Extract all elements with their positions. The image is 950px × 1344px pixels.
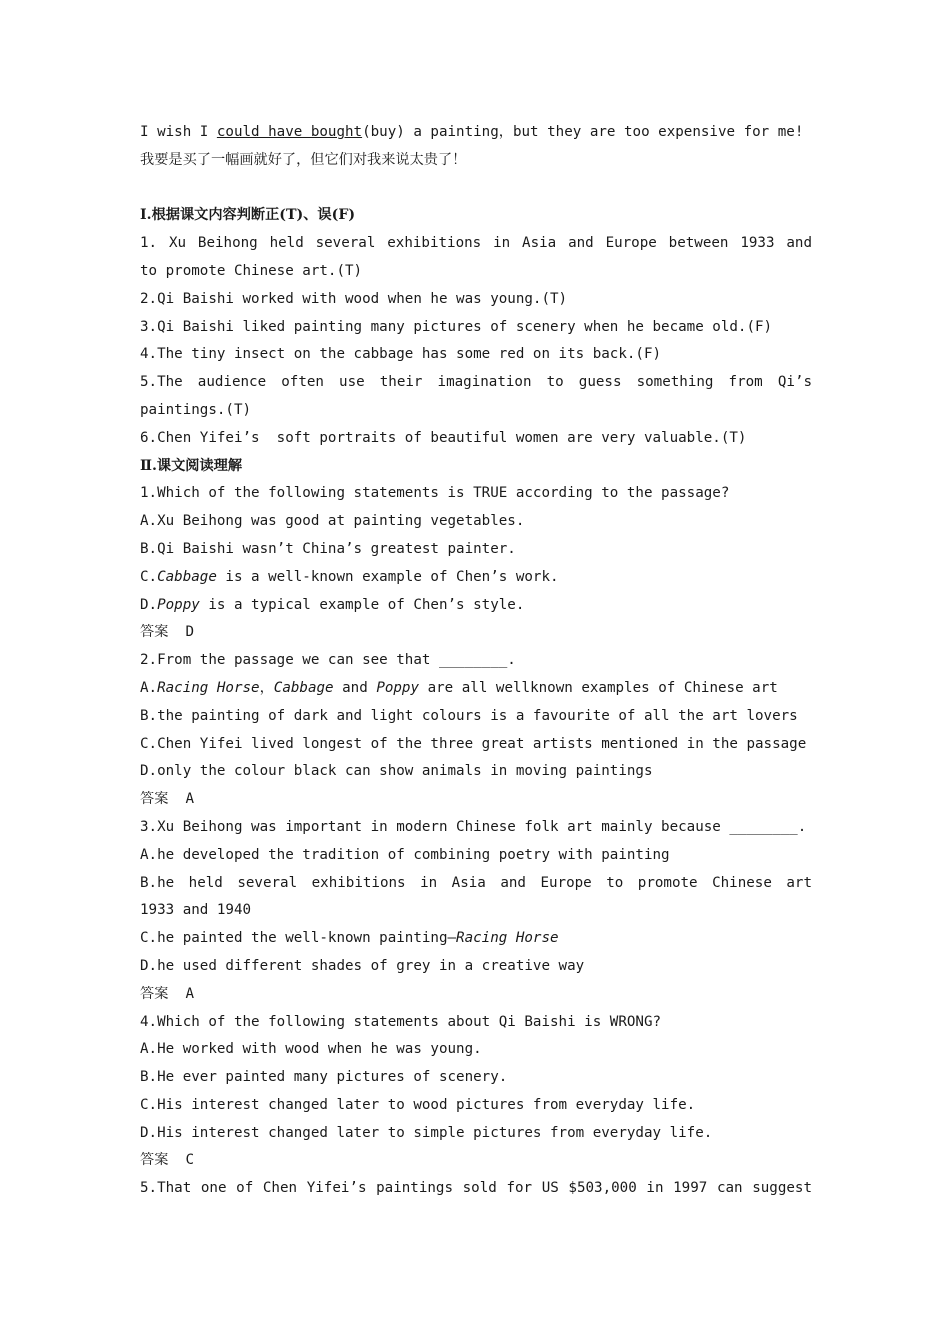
- q4-option-b: B.He ever painted many pictures of scenery.: [140, 1069, 508, 1086]
- q3-option-d: D.he used different shades of grey in a creative way: [140, 957, 585, 974]
- q2-option-c: C.Chen Yifei lived longest of the three great artists mentioned in the passage: [140, 735, 807, 752]
- q3-option-a: A.he developed the tradition of combining poetry with painting: [140, 846, 670, 863]
- q1-option-d: D.Poppy is a typical example of Chen’s style.: [140, 596, 525, 613]
- q2-stem: 2.From the passage we can see that ________.: [140, 652, 516, 669]
- q4-option-a: A.He worked with wood when he was young.: [140, 1041, 482, 1058]
- q1-option-b: B.Qi Baishi wasn’t China’s greatest painter.: [140, 540, 516, 557]
- q2-answer: 答案 A: [140, 791, 195, 808]
- tf-item-3: 3.Qi Baishi liked painting many pictures of scenery when he became old.(F): [140, 318, 773, 335]
- tf-item-6: 6.Chen Yifei’s soft portraits of beautiful women are very valuable.(T): [140, 429, 747, 446]
- q4-stem: 4.Which of the following statements about Qi Baishi is WRONG?: [140, 1013, 662, 1030]
- q1-option-a: A.Xu Beihong was good at painting vegetables.: [140, 513, 525, 530]
- answer-blank: could have bought: [216, 124, 363, 140]
- spacer: [140, 175, 812, 203]
- document-page: [140, 119, 812, 1203]
- tf-item-5-cont: paintings.(T): [140, 401, 252, 418]
- tf-item-2: 2.Qi Baishi worked with wood when he was young.(T): [140, 290, 568, 307]
- tf-item-4: 4.The tiny insect on the cabbage has some red on its back.(F): [140, 346, 662, 363]
- q2-option-a: A.Racing Horse，Cabbage and Poppy are all wellknown examples of Chinese art: [140, 679, 778, 696]
- section1-title: Ⅰ.根据课文内容判断正(T)、误(F): [140, 207, 356, 224]
- q1-stem: 1.Which of the following statements is TRUE according to the passage?: [140, 485, 730, 502]
- tf-item-1: 1. Xu Beihong held several exhibitions in Asia and Europe between 1933 and: [140, 235, 812, 252]
- tf-item-1-cont: to promote Chinese art.(T): [140, 262, 363, 279]
- q3-stem: 3.Xu Beihong was important in modern Chinese folk art mainly because ________.: [140, 818, 807, 835]
- tf-item-5: 5.The audience often use their imagination to guess something from Qi’s: [140, 374, 812, 391]
- q4-answer: 答案 C: [140, 1152, 195, 1169]
- q2-option-b: B.the painting of dark and light colours is a favourite of all the art lovers: [140, 707, 798, 724]
- intro-sentence: I wish I could have bought(buy) a painting，but they are too expensive for me!: [140, 124, 804, 140]
- q1-answer: 答案 D: [140, 624, 195, 641]
- q4-option-c: C.His interest changed later to wood pictures from everyday life.: [140, 1096, 696, 1113]
- q3-option-b: B.he held several exhibitions in Asia and Europe to promote Chinese art: [140, 874, 812, 891]
- q2-option-d: D.only the colour black can show animals in moving paintings: [140, 763, 653, 780]
- q1-option-c: C.Cabbage is a well-known example of Chen’s work.: [140, 568, 559, 585]
- q5-stem: 5.That one of Chen Yifei’s paintings sold for US $503,000 in 1997 can suggest: [140, 1180, 812, 1197]
- intro-translation: 我要是买了一幅画就好了，但它们对我来说太贵了！: [140, 151, 467, 168]
- q4-option-d: D.His interest changed later to simple pictures from everyday life.: [140, 1124, 713, 1141]
- section2-title: Ⅱ.课文阅读理解: [140, 457, 243, 474]
- q3-option-b-cont: 1933 and 1940: [140, 902, 252, 919]
- q3-option-c: C.he painted the well-known painting—Racing Horse: [140, 930, 559, 947]
- q3-answer: 答案 A: [140, 985, 195, 1002]
